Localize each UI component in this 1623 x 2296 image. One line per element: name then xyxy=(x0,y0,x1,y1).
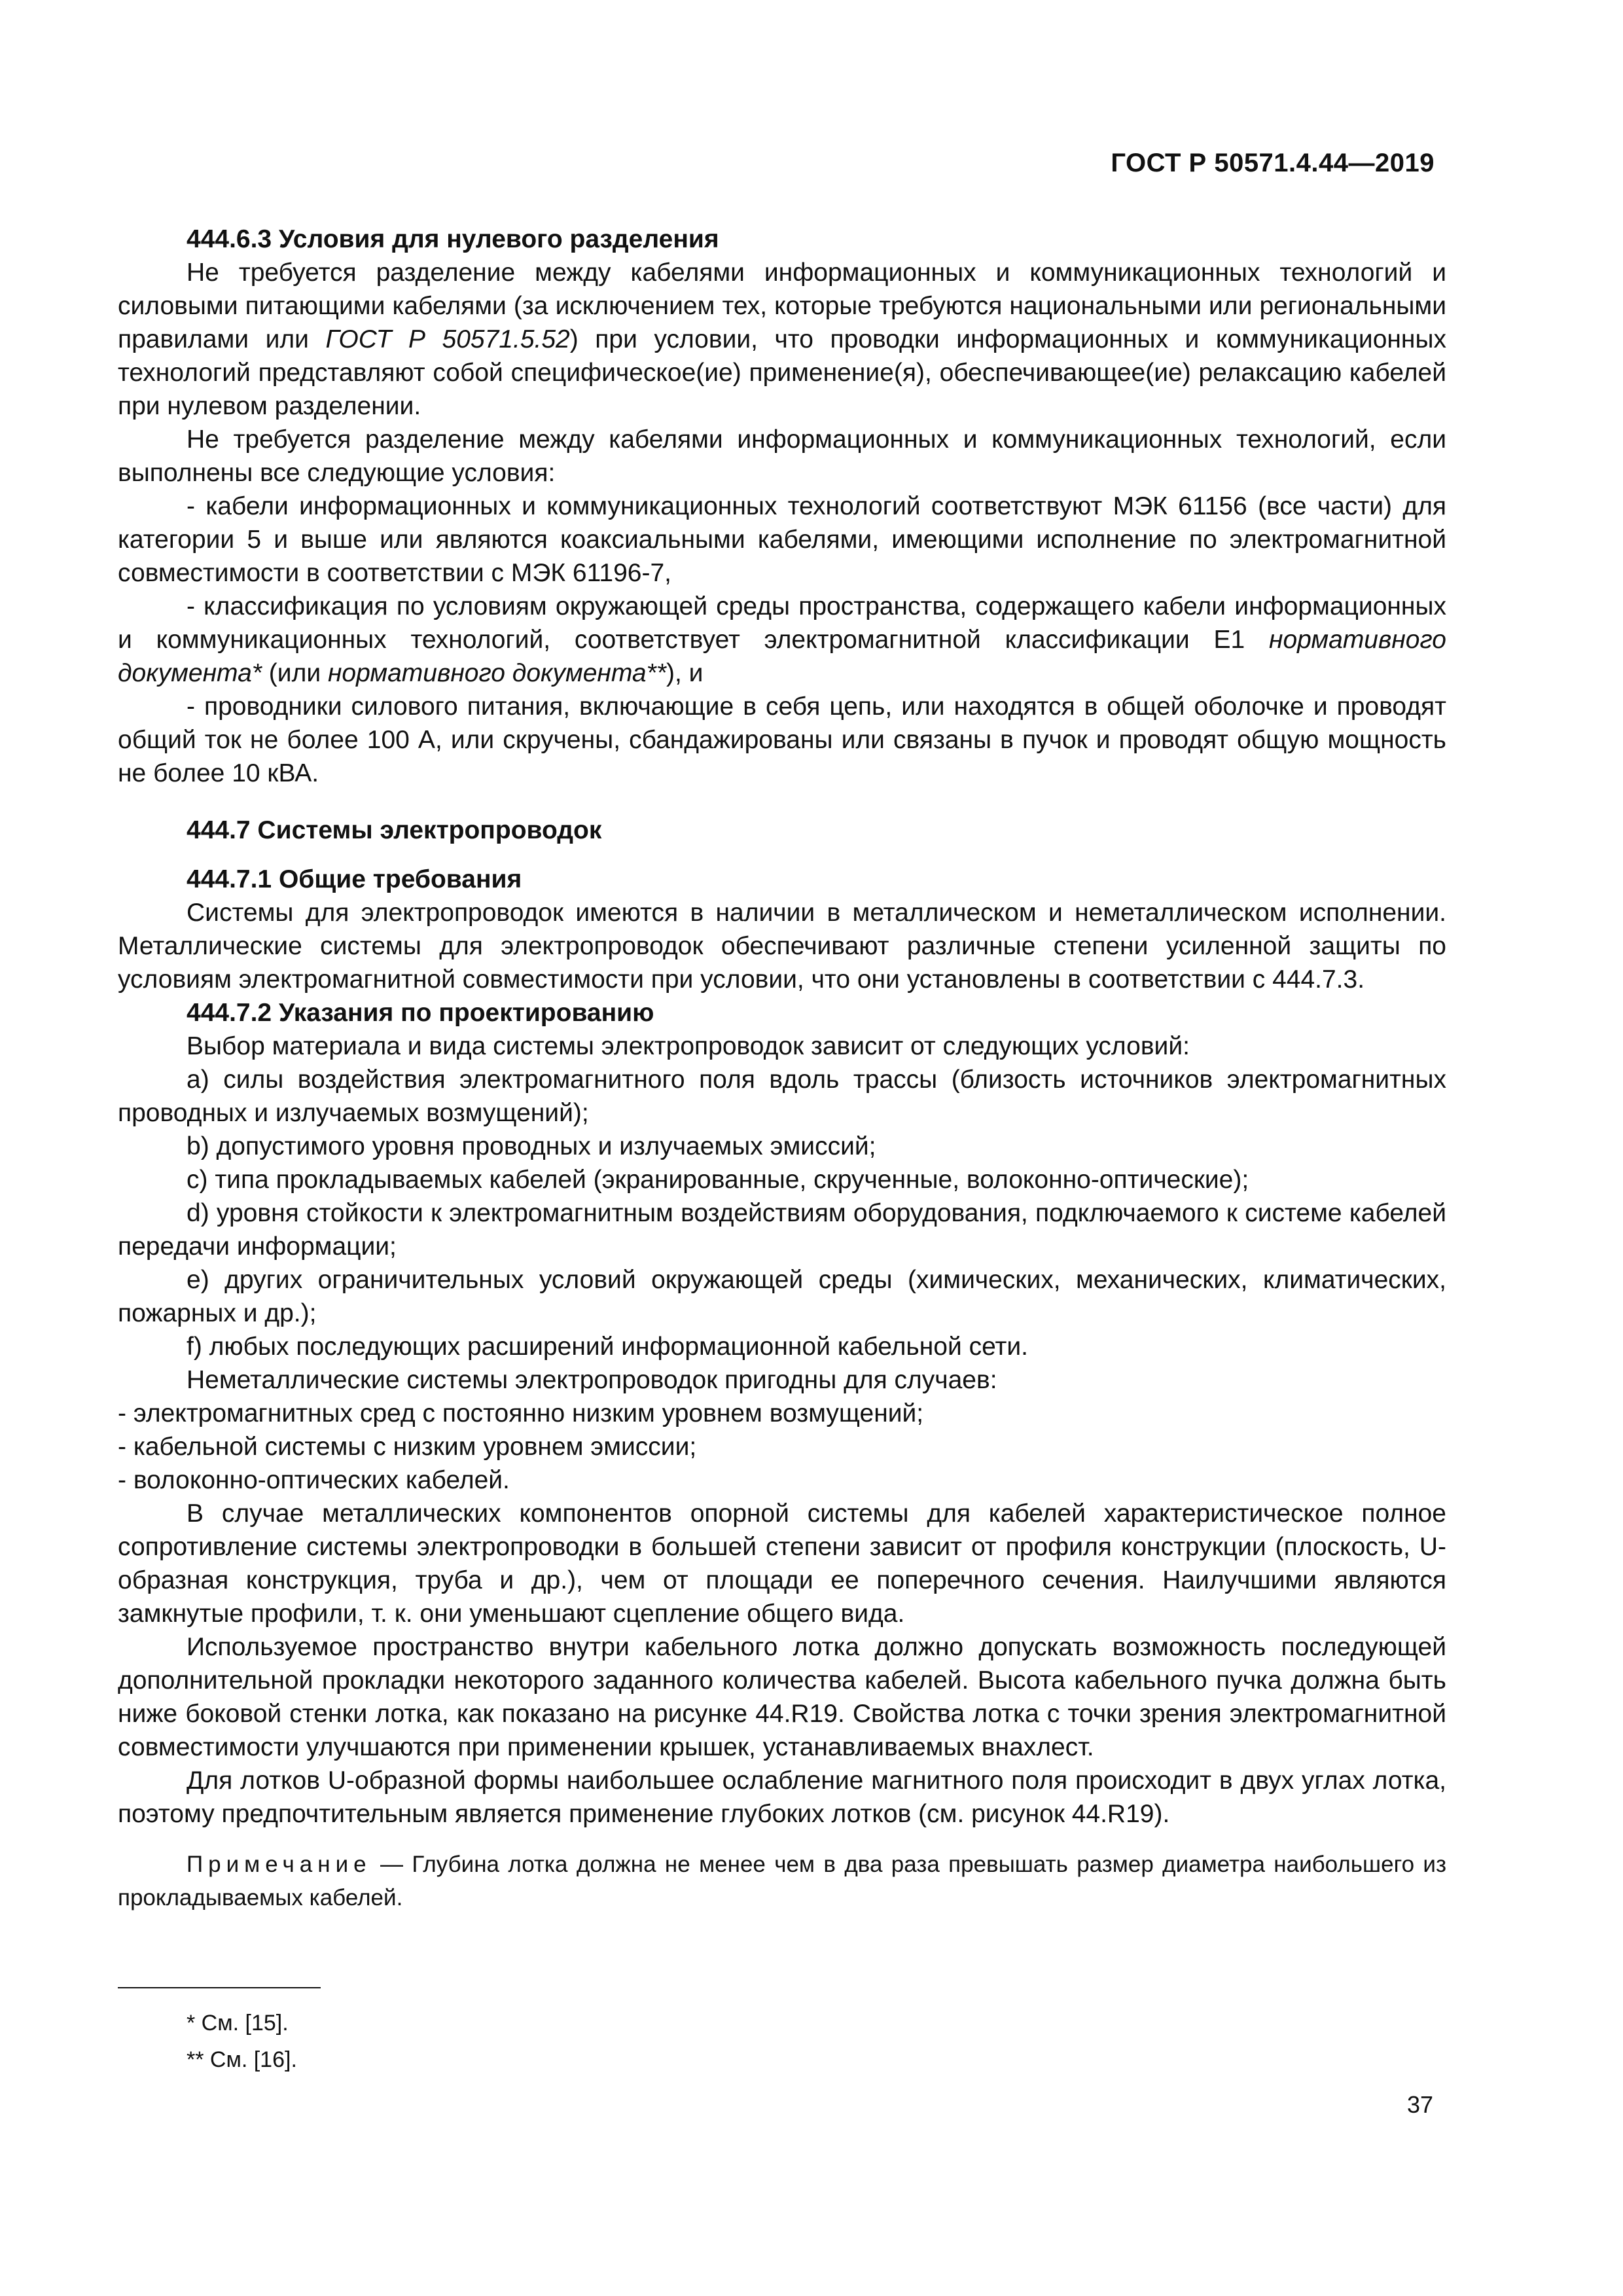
paragraph-conditions-intro: Не требуется разделение между кабелями информационных и коммуникационных технологий, если выполнены все следующие условия: xyxy=(118,425,1446,487)
reference-normative-doc-2: нормативного документа** xyxy=(327,659,666,687)
paragraph-tray-space: Используемое пространство внутри кабельного лотка должно допускать возможность последующей дополнительной прокладки некоторого заданного количества кабелей. Высота кабельного пучка должна быть ниже боковой стенки лотка, как показано на рисунке 44.R19. Свойства лотка с точки зрения электромагнитной совместимости улучшаются при применении крышек, устанавливаемых внахлест. xyxy=(118,1633,1446,1761)
note-label: Примечание xyxy=(187,1852,372,1877)
heading-444-7-1: 444.7.1 Общие требования xyxy=(187,865,522,893)
paragraph-nonmetal-intro: Неметаллические системы электропроводок пригодны для случаев: xyxy=(187,1366,997,1394)
heading-444-7-2: 444.7.2 Указания по проектированию xyxy=(187,999,654,1027)
reference-normative-doc-1: нормативного документа* xyxy=(118,626,1446,687)
list-item: - волоконно-оптических кабелей. xyxy=(118,1466,510,1494)
paragraph-wiring-systems: Системы для электропроводок имеются в наличии в металлическом и неметаллическом исполнении. Металлические системы для электропроводок обеспечивают различные степени усиленной защиты по условиям электромагнитной совместимости при условии, что они установлены в соответствии с 444.7.3. xyxy=(118,899,1446,994)
document-code-header: ГОСТ Р 50571.4.44—2019 xyxy=(1111,149,1435,177)
heading-444-7: 444.7 Системы электропроводок xyxy=(187,816,602,844)
list-item-power-conductors: - проводники силового питания, включающие в себя цепь, или находятся в общей оболочке и проводят общий ток не более 100 А, или скручены, сбандажированы или связаны в пучок и проводят общую мощность не более 10 кВА. xyxy=(118,692,1446,787)
paragraph-metal-components: В случае металлических компонентов опорной системы для кабелей характеристическое полное сопротивление системы электропроводки в большей степени зависит от профиля конструкции (плоскость, U-образная конструкция, труба и др.), чем от площади ее поперечного сечения. Наилучшими являются замкнутые профили, т. к. они уменьшают сцепление общего вида. xyxy=(118,1499,1446,1628)
list-item: - кабельной системы с низким уровнем эмиссии; xyxy=(118,1433,697,1461)
list-item: a) силы воздействия электромагнитного поля вдоль трассы (близость источников электромагнитных проводных и излучаемых возмущений); xyxy=(118,1066,1446,1127)
paragraph-u-shaped-trays: Для лотков U-образной формы наибольшее ослабление магнитного поля происходит в двух углах лотка, поэтому предпочтительным является применение глубоких лотков (см. рисунок 44.R19). xyxy=(118,1767,1446,1828)
heading-444-6-3: 444.6.3 Условия для нулевого разделения xyxy=(187,225,719,253)
list-item: b) допустимого уровня проводных и излучаемых эмиссий; xyxy=(187,1132,876,1160)
list-item: e) других ограничительных условий окружающей среды (химических, механических, климатических, пожарных и др.); xyxy=(118,1266,1446,1327)
footnote-item: ** См. [16]. xyxy=(187,2047,297,2072)
footnote-divider xyxy=(118,1987,321,1988)
paragraph-zero-separation: Не требуется разделение между кабелями информационных и коммуникационных технологий и силовыми питающими кабелями (за исключением тех, которые требуются национальными или региональными правилами или ГОСТ Р 50571.5.52) при условии, что проводки информационных и коммуникационных технологий представляют собой специфическое(ие) применение(я), обеспечивающее(ие) релаксацию кабелей при нулевом разделении. xyxy=(118,259,1446,420)
list-item-environment-classification: - классификация по условиям окружающей среды пространства, содержащего кабели информационных и коммуникационных технологий, соответствует электромагнитной классификации Е1 нормативного документа* (или нормативного документа**), и xyxy=(118,592,1446,687)
list-item: d) уровня стойкости к электромагнитным воздействиям оборудования, подключаемого к системе кабелей передачи информации; xyxy=(118,1199,1446,1261)
paragraph-material-choice: Выбор материала и вида системы электропроводок зависит от следующих условий: xyxy=(187,1032,1190,1060)
note-tray-depth: Примечание — Глубина лотка должна не менее чем в два раза превышать размер диаметра наибольшего из прокладываемых кабелей. xyxy=(118,1852,1446,1910)
list-item: c) типа прокладываемых кабелей (экранированные, скрученные, волоконно-оптические); xyxy=(187,1166,1249,1194)
footnotes xyxy=(187,2005,297,2078)
footnote-item: * См. [15]. xyxy=(187,2011,289,2036)
list-item: - электромагнитных сред с постоянно низким уровнем возмущений; xyxy=(118,1399,924,1427)
list-item: f) любых последующих расширений информационной кабельной сети. xyxy=(187,1333,1028,1361)
page-number: 37 xyxy=(1406,2091,1433,2118)
list-item-cables-mek: - кабели информационных и коммуникационных технологий соответствуют МЭК 61156 (все части) для категории 5 и выше или являются коаксиальными кабелями, имеющими исполнение по электромагнитной совместимости в соответствии с МЭК 61196-7, xyxy=(118,492,1446,587)
document-body xyxy=(118,223,1446,1914)
reference-gost-link: ГОСТ Р 50571.5.52 xyxy=(325,325,570,353)
